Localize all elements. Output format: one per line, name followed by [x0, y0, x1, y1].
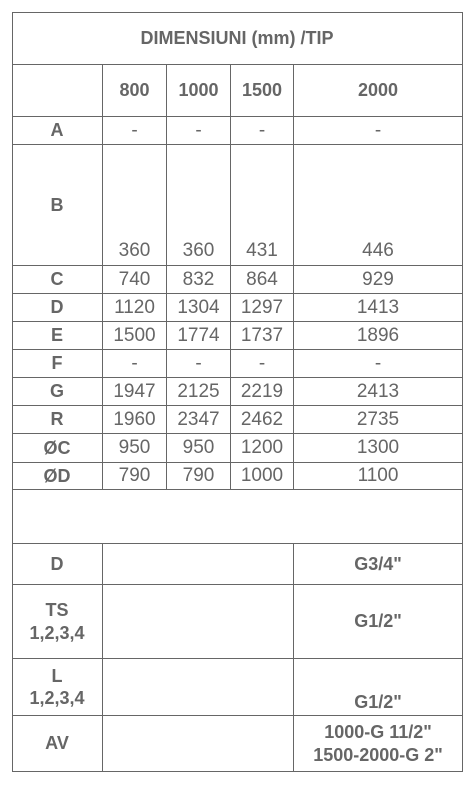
dimension-value: -	[294, 350, 463, 378]
connection-label-line: 1,2,3,4	[29, 688, 85, 708]
dimension-value: 2125	[167, 378, 231, 406]
dimension-value: 1737	[231, 322, 294, 350]
row-label: R	[12, 406, 103, 434]
dimension-value: 1500	[103, 322, 167, 350]
connection-label	[12, 659, 103, 716]
connection-blank	[103, 716, 294, 772]
dimension-value: 2347	[167, 406, 231, 434]
dimension-value: 360	[167, 145, 231, 266]
dimension-value: 2413	[294, 378, 463, 406]
connection-value: G1/2"	[294, 585, 463, 659]
row-label: C	[12, 266, 103, 294]
row-label: A	[12, 117, 103, 145]
connection-label	[12, 585, 103, 659]
dimension-value: 1120	[103, 294, 167, 322]
connection-label-line: D	[50, 553, 64, 574]
dimension-value: 446	[294, 145, 463, 266]
dimension-value: 832	[167, 266, 231, 294]
dimension-value: -	[103, 117, 167, 145]
type-header: 1500	[231, 65, 294, 117]
dimension-value: -	[167, 350, 231, 378]
dimension-value: 2219	[231, 378, 294, 406]
connection-label	[12, 716, 103, 772]
dimension-value: 2735	[294, 406, 463, 434]
type-header: 1000	[167, 65, 231, 117]
dimensions-table	[12, 12, 463, 772]
row-label: ØD	[12, 463, 103, 490]
row-label: B	[12, 145, 103, 266]
connection-label	[12, 544, 103, 585]
dimension-value: 950	[103, 434, 167, 463]
dimension-value: 790	[103, 463, 167, 490]
connection-value: G1/2"	[294, 659, 463, 716]
dimension-value: -	[231, 117, 294, 145]
connection-value-line: 1500-2000-G 2"	[313, 744, 443, 765]
dimension-value: -	[231, 350, 294, 378]
row-label: G	[12, 378, 103, 406]
connection-blank	[103, 544, 294, 585]
connection-label-line: AV	[45, 733, 69, 754]
spacer-row	[12, 490, 463, 544]
dimension-value: 431	[231, 145, 294, 266]
dimension-value: 1413	[294, 294, 463, 322]
dimension-value: 1947	[103, 378, 167, 406]
dimension-value: 1304	[167, 294, 231, 322]
dimension-value: 864	[231, 266, 294, 294]
connection-blank	[103, 585, 294, 659]
dimension-value: 740	[103, 266, 167, 294]
connection-value: G3/4"	[294, 544, 463, 585]
connection-blank	[103, 659, 294, 716]
dimension-value: 1896	[294, 322, 463, 350]
row-label: ØC	[12, 434, 103, 463]
connection-label-line: L	[51, 665, 63, 686]
connection-label-line: 1,2,3,4	[29, 622, 85, 643]
connection-value	[294, 716, 463, 772]
dimension-value: 950	[167, 434, 231, 463]
dimension-value: 1774	[167, 322, 231, 350]
type-header: 800	[103, 65, 167, 117]
header-corner	[12, 65, 103, 117]
connection-label-line: TS	[45, 600, 69, 620]
table-title: DIMENSIUNI (mm) /TIP	[12, 12, 463, 65]
dimension-value: 360	[103, 145, 167, 266]
dimension-value: -	[103, 350, 167, 378]
type-header: 2000	[294, 65, 463, 117]
dimension-value: 1960	[103, 406, 167, 434]
connection-value-line: 1000-G 11/2"	[324, 722, 432, 742]
dimension-value: 2462	[231, 406, 294, 434]
dimension-value: 929	[294, 266, 463, 294]
row-label: F	[12, 350, 103, 378]
dimension-value: -	[167, 117, 231, 145]
row-label: E	[12, 322, 103, 350]
dimension-value: 1200	[231, 434, 294, 463]
dimension-value: 1100	[294, 463, 463, 490]
dimension-value: 1000	[231, 463, 294, 490]
dimension-value: 1300	[294, 434, 463, 463]
dimension-value: 1297	[231, 294, 294, 322]
row-label: D	[12, 294, 103, 322]
dimension-value: 790	[167, 463, 231, 490]
dimension-value: -	[294, 117, 463, 145]
